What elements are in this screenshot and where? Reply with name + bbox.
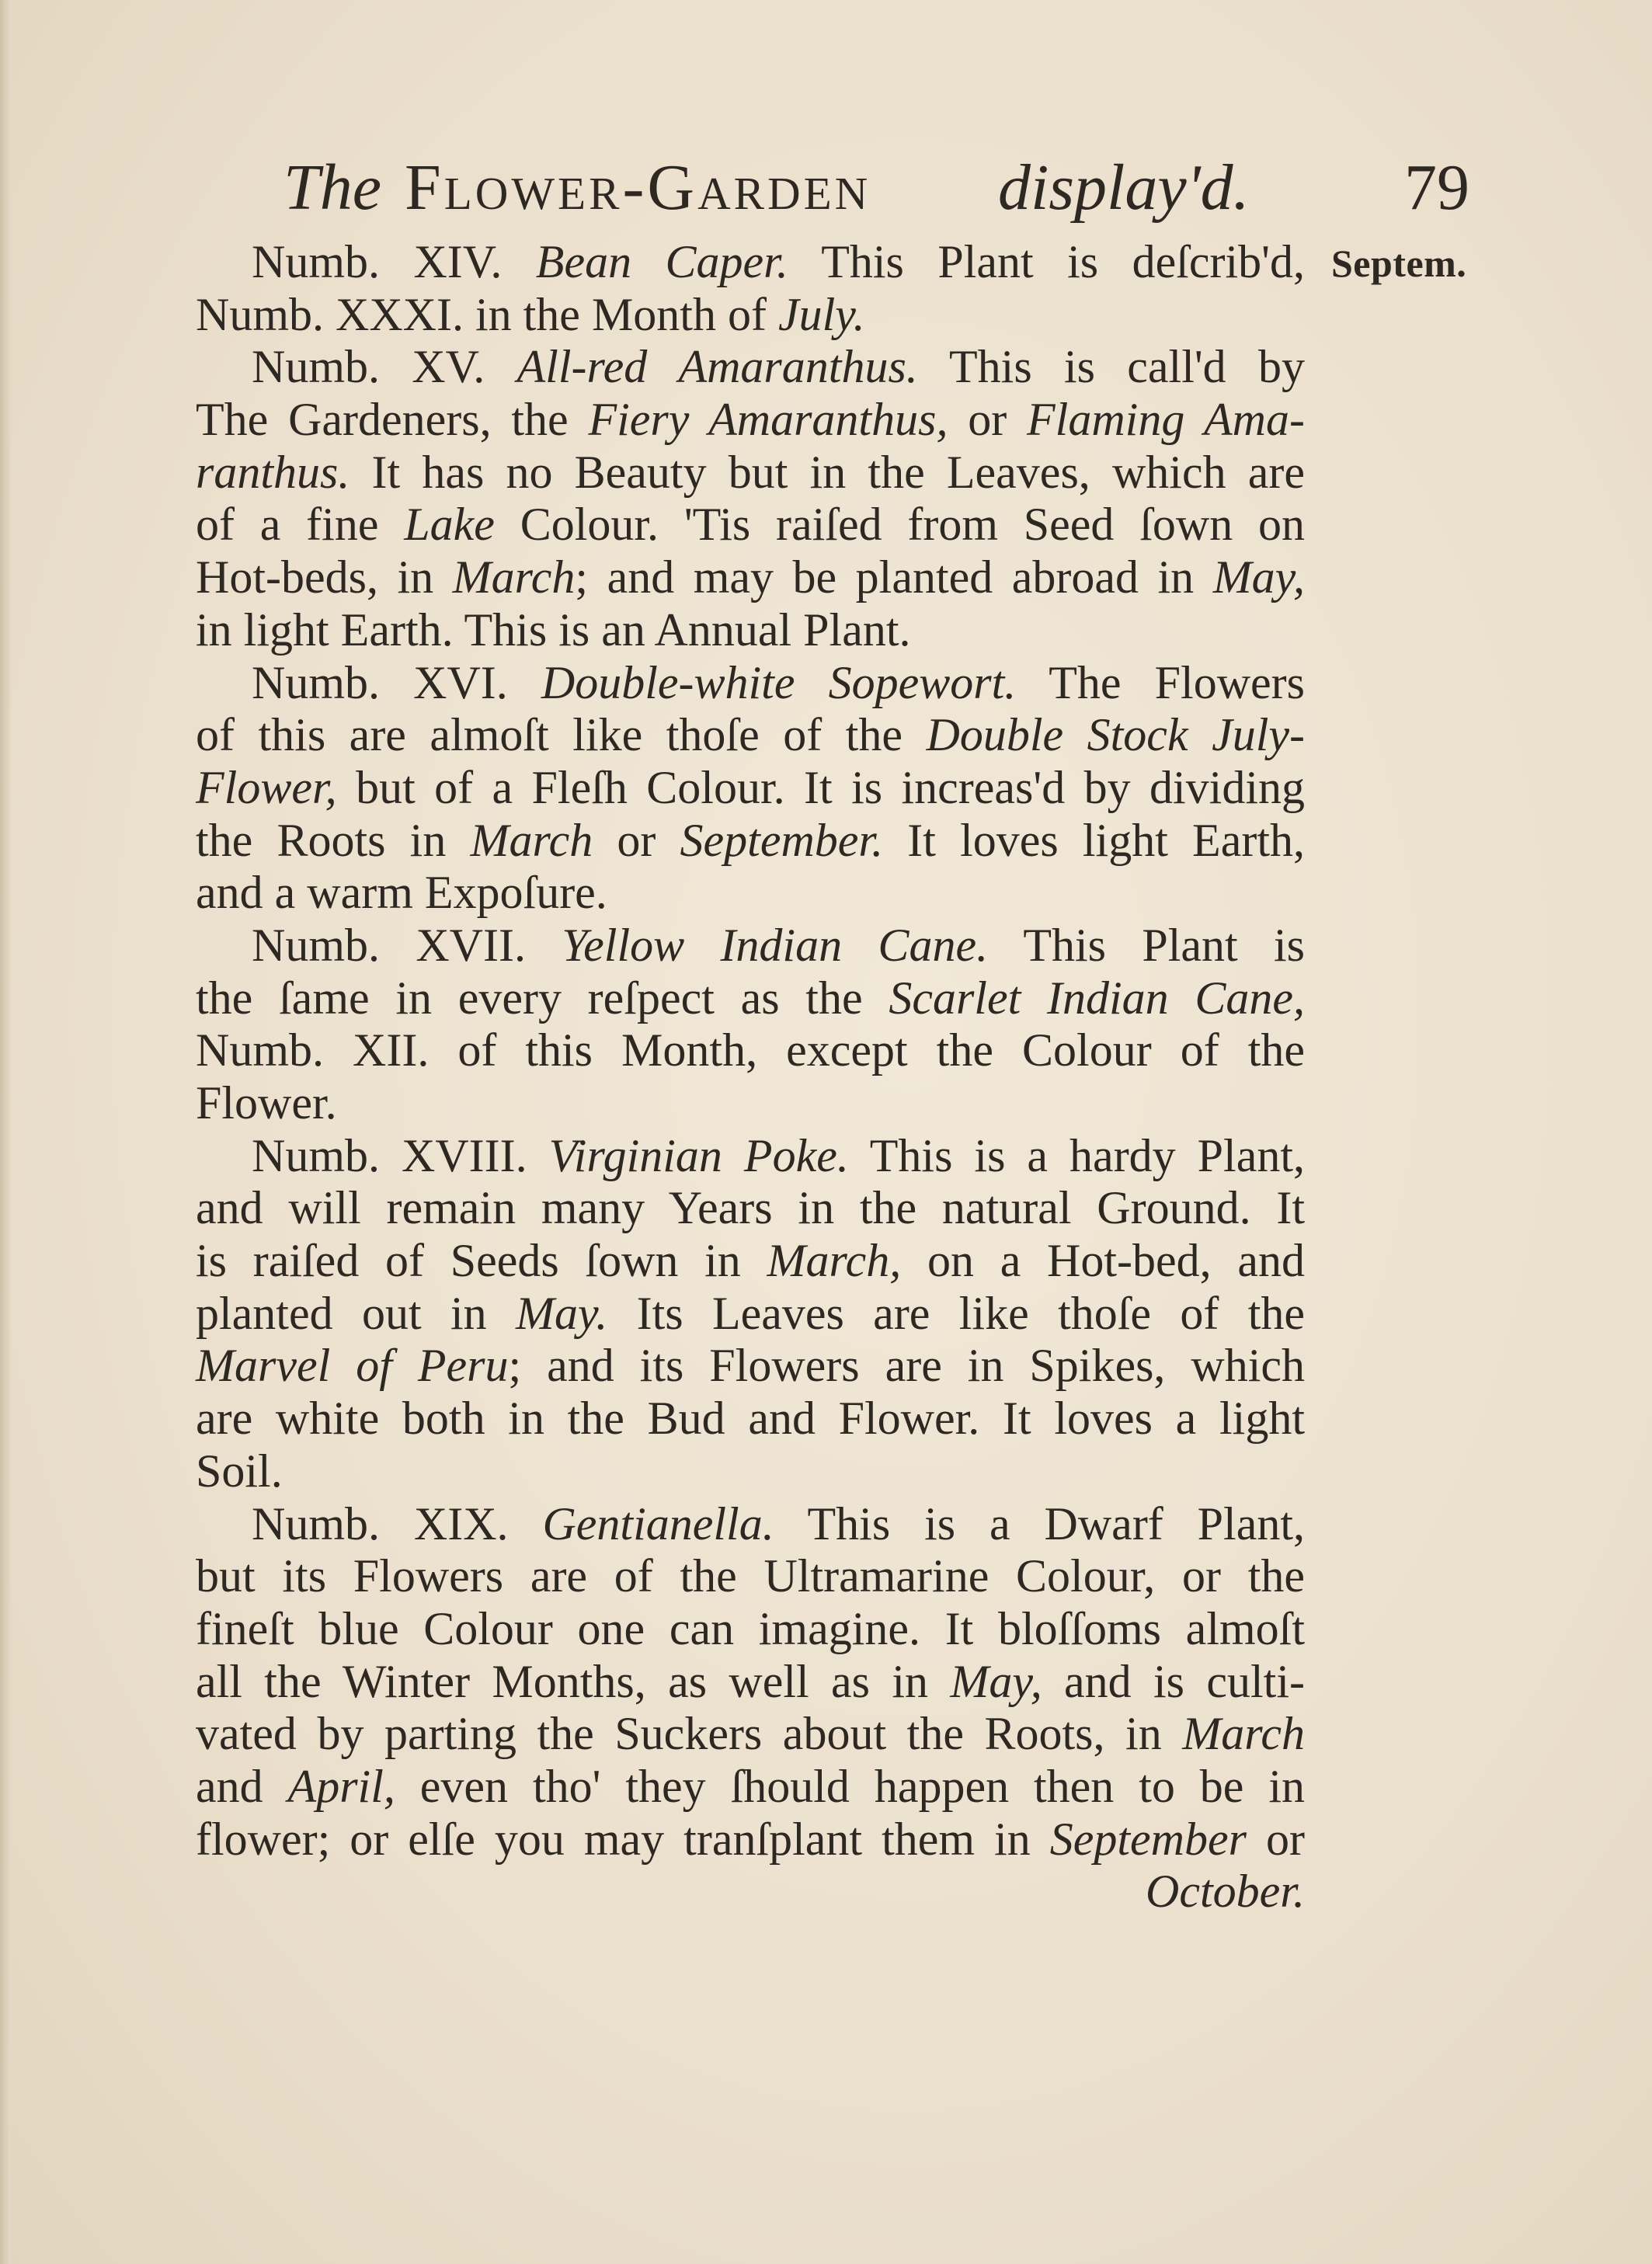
text-run: are white both in the Bud and Flower. It loves a light [196, 1393, 1305, 1445]
page-edge [0, 0, 11, 2264]
text-line [196, 1445, 1305, 1498]
text-line [196, 1761, 1305, 1814]
italic-text: Double-white Sopewort. [541, 656, 1017, 708]
italic-text: Marvel of Peru [196, 1340, 509, 1392]
italic-text: Flower, [196, 761, 337, 813]
italic-text: March [470, 814, 593, 866]
text-run: This is a hardy Plant, [848, 1129, 1306, 1181]
italic-text: May. [515, 1287, 608, 1339]
text-line [196, 972, 1305, 1025]
text-run: but of a Fleſh Colour. It is increas'd by dividing [336, 761, 1305, 813]
catchword [196, 1866, 1305, 1918]
text-run: flower; or elſe you may tranſplant them in [196, 1813, 1050, 1865]
text-line [196, 289, 1305, 342]
text-run: The Flowers [1016, 656, 1305, 708]
text-run: Soil. [196, 1445, 283, 1497]
text-run: It has no Beauty but in the Leaves, which are [350, 446, 1305, 498]
italic-text: March [452, 551, 576, 603]
text-line [196, 236, 1305, 289]
text-run: ; and its Flowers are in Spikes, which [508, 1340, 1305, 1392]
text-line [196, 1550, 1305, 1603]
text-run: Numb. XVII. [252, 919, 562, 971]
text-line [196, 499, 1305, 551]
italic-text: Bean Caper. [535, 236, 788, 287]
text-run: Its Leaves are like thoſe of the [607, 1287, 1306, 1339]
italic-text: ranthus. [196, 446, 350, 498]
italic-text: Virginian Poke. [548, 1129, 849, 1181]
text-line [196, 1024, 1305, 1077]
text-line [196, 1182, 1305, 1235]
text-run: ; and may be planted abroad in [575, 551, 1213, 603]
text-run: the Roots in [196, 814, 471, 866]
text-run: Flower. [196, 1077, 337, 1129]
text-run: Numb. XIV. [252, 236, 536, 287]
text-line [196, 447, 1305, 499]
running-head-suffix: display'd. [998, 151, 1250, 224]
text-run: and [196, 1760, 288, 1812]
text-line [196, 815, 1305, 868]
text-line [196, 657, 1305, 710]
text-line [196, 1340, 1305, 1393]
text-run: or [1247, 1813, 1305, 1865]
italic-text: October. [1146, 1866, 1305, 1918]
text-run: Numb. XVIII. [252, 1129, 549, 1181]
text-line [196, 1498, 1305, 1551]
text-run: and is culti- [1042, 1655, 1305, 1707]
text-line [196, 604, 1305, 657]
text-line [196, 867, 1305, 920]
text-line [196, 1814, 1305, 1866]
text-run: vated by parting the Suckers about the Roots, in [196, 1708, 1183, 1760]
text-line [196, 709, 1305, 762]
running-head [283, 149, 1495, 227]
italic-text: May, [1212, 551, 1305, 603]
text-run: and a warm Expoſure. [196, 867, 607, 919]
text-run: Colour. 'Tis raiſed from Seed ſown on [494, 499, 1305, 551]
italic-text: September [1049, 1813, 1247, 1865]
text-run: This Plant is deſcrib'd, [788, 236, 1305, 287]
italic-text: Double Stock July- [926, 709, 1305, 761]
text-run: Numb. XV. [252, 341, 517, 393]
text-line [196, 1656, 1305, 1709]
text-run: of this are almoſt like thoſe of the [196, 709, 927, 761]
text-run: Numb. XVI. [252, 656, 541, 708]
text-run: all the Winter Months, as well as in [196, 1655, 951, 1707]
text-line [196, 1130, 1305, 1183]
text-run: even tho' they ſhould happen then to be in [395, 1760, 1305, 1812]
text-run: or [593, 814, 680, 866]
italic-text: All-red Amaranthus. [516, 341, 918, 393]
page-number: 79 [1404, 151, 1469, 224]
text-line [196, 1393, 1305, 1445]
italic-text: May, [950, 1655, 1042, 1707]
text-run: It loves light Earth, [883, 814, 1305, 866]
text-line [196, 762, 1305, 815]
text-run: Numb. XXXI. in the Month of [196, 288, 778, 340]
running-head-title: Flower-Garden [405, 151, 871, 224]
text-run: This Plant is [988, 919, 1306, 971]
text-run: fineſt blue Colour one can imagine. It bloſſoms almoſt [196, 1602, 1305, 1654]
text-run: Numb. XIX. [252, 1497, 543, 1549]
text-run: or [948, 394, 1028, 446]
text-run: in light Earth. This is an Annual Plant. [196, 603, 911, 656]
text-run: planted out in [196, 1287, 516, 1339]
italic-text: July. [777, 288, 865, 340]
text-line [196, 1603, 1305, 1656]
italic-text: Lake [404, 499, 495, 551]
italic-text: Flaming Ama- [1027, 394, 1305, 446]
text-line [196, 1235, 1305, 1288]
italic-text: September. [680, 814, 884, 866]
italic-text: Gentianella. [542, 1497, 774, 1549]
text-line [196, 920, 1305, 972]
italic-text: April, [287, 1760, 395, 1812]
margin-note: Septem. [1331, 242, 1467, 285]
text-run: This is call'd by [917, 341, 1305, 393]
text-run: but its Flowers are of the Ultramarine Colour, or the [196, 1550, 1305, 1602]
text-run: on a Hot-bed, and [901, 1235, 1306, 1287]
text-line [196, 394, 1305, 447]
text-run: Numb. XII. of this Month, except the Colour of the [196, 1024, 1305, 1076]
italic-text: March, [767, 1235, 902, 1287]
text-run: The Gardeners, the [196, 394, 589, 446]
text-run: is raiſed of Seeds ſown in [196, 1235, 767, 1287]
text-line [196, 1077, 1305, 1130]
text-line [196, 1288, 1305, 1341]
text-line [196, 551, 1305, 604]
running-head-prefix: The [283, 151, 381, 224]
text-line [196, 1708, 1305, 1761]
body-text [196, 236, 1305, 1918]
italic-text: March [1182, 1708, 1305, 1760]
text-line [196, 341, 1305, 394]
text-run: and will remain many Years in the natural Ground. It [196, 1182, 1305, 1234]
text-run: the ſame in every reſpect as the [196, 972, 889, 1024]
text-run: Hot-beds, in [196, 551, 453, 603]
italic-text: Scarlet Indian Cane, [889, 972, 1305, 1024]
text-run: This is a Dwarf Plant, [774, 1497, 1306, 1549]
text-run: of a fine [196, 499, 405, 551]
italic-text: Fiery Amaranthus, [588, 394, 948, 446]
italic-text: Yellow Indian Cane. [562, 919, 989, 971]
